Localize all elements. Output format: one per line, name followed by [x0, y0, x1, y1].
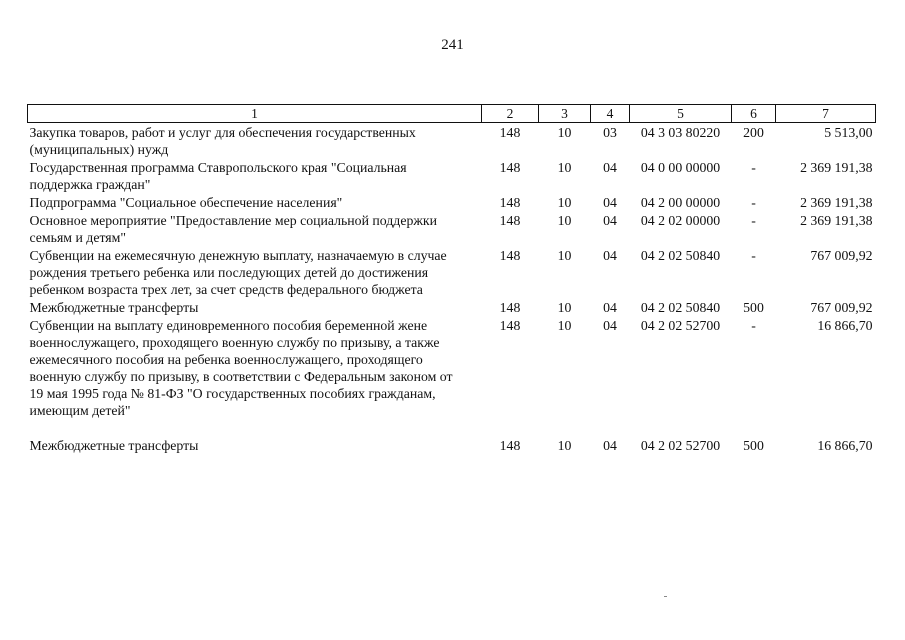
row-ministry-code: 148	[499, 195, 521, 210]
row-description: Субвенции на ежемесячную денежную выплату, назначаемую в случае рождения третьего ребенка или последующих детей до достижения ребенком возраста трех лет, за счет средств федерального бюджета	[29, 248, 447, 297]
page-number: 241	[441, 37, 464, 53]
row-section: 10	[557, 195, 572, 210]
row-subsection: 04	[603, 160, 617, 175]
row-description: Подпрограмма "Социальное обеспечение населения"	[29, 195, 343, 210]
row-description: Межбюджетные трансферты	[29, 438, 199, 453]
row-target-article: 04 2 00 00000	[640, 195, 721, 210]
row-description: Основное мероприятие "Предоставление мер социальной поддержки семьям и детям"	[29, 213, 437, 245]
table-row	[28, 246, 876, 298]
row-subsection: 04	[603, 213, 617, 228]
header-col-2: 2	[482, 105, 539, 123]
row-ministry-code: 148	[499, 318, 521, 333]
row-expense-type: 500	[743, 300, 764, 315]
table-header-row	[28, 105, 876, 123]
budget-table	[27, 104, 876, 454]
row-amount: 767 009,92	[810, 248, 873, 263]
row-expense-type: -	[751, 213, 756, 228]
header-col-4: 4	[591, 105, 630, 123]
row-section: 10	[557, 318, 572, 333]
row-expense-type: 500	[743, 438, 764, 453]
row-ministry-code: 148	[499, 438, 521, 453]
row-expense-type: -	[751, 248, 756, 263]
table-row	[28, 193, 876, 211]
row-subsection: 04	[603, 300, 617, 315]
row-target-article: 04 2 02 52700	[640, 318, 721, 333]
row-target-article: 04 2 02 50840	[640, 248, 721, 263]
row-target-article: 04 2 02 00000	[640, 213, 721, 228]
row-section: 10	[557, 300, 572, 315]
row-section: 10	[557, 248, 572, 263]
row-expense-type: 200	[743, 125, 764, 140]
row-amount: 2 369 191,38	[800, 195, 873, 210]
table-row	[28, 298, 876, 316]
row-amount: 2 369 191,38	[800, 213, 873, 228]
row-subsection: 04	[603, 195, 617, 210]
table-row	[28, 316, 876, 419]
row-ministry-code: 148	[499, 213, 521, 228]
row-spacer	[28, 419, 876, 436]
row-ministry-code: 148	[499, 248, 521, 263]
row-amount: 16 866,70	[817, 318, 873, 333]
row-ministry-code: 148	[499, 300, 521, 315]
row-ministry-code: 148	[499, 160, 521, 175]
row-description: Закупка товаров, работ и услуг для обеспечения государственных (муниципальных) нужд	[29, 125, 416, 157]
row-subsection: 04	[603, 318, 617, 333]
row-target-article: 04 2 02 50840	[640, 300, 721, 315]
row-amount: 767 009,92	[810, 300, 873, 315]
row-section: 10	[557, 125, 572, 140]
header-col-5: 5	[630, 105, 732, 123]
row-target-article: 04 0 00 00000	[640, 160, 721, 175]
row-section: 10	[557, 213, 572, 228]
table-row	[28, 158, 876, 193]
row-subsection: 04	[603, 438, 617, 453]
row-ministry-code: 148	[499, 125, 521, 140]
row-target-article: 04 2 02 52700	[640, 438, 721, 453]
row-expense-type: -	[751, 318, 756, 333]
header-col-3: 3	[539, 105, 591, 123]
header-col-1: 1	[28, 105, 482, 123]
row-section: 10	[557, 438, 572, 453]
row-expense-type: -	[751, 160, 756, 175]
row-amount: 16 866,70	[817, 438, 873, 453]
header-col-6: 6	[732, 105, 776, 123]
scan-speck	[664, 596, 667, 597]
row-subsection: 04	[603, 248, 617, 263]
row-amount: 2 369 191,38	[800, 160, 873, 175]
row-subsection: 03	[603, 125, 617, 140]
header-col-7: 7	[776, 105, 876, 123]
row-target-article: 04 3 03 80220	[640, 125, 721, 140]
table-row	[28, 436, 876, 454]
table-row	[28, 123, 876, 159]
row-description: Субвенции на выплату единовременного пособия беременной жене военнослужащего, проходящего военную службу по призыву, а также ежемесячного пособия на ребенка военнослужащего, проходящего военную службу по призыву, в соответствии с Федеральным законом от 19 мая 1995 года № 81-ФЗ "О государственных пособиях гражданам, имеющим детей"	[29, 318, 453, 418]
table-row	[28, 211, 876, 246]
row-section: 10	[557, 160, 572, 175]
row-amount: 5 513,00	[824, 125, 873, 140]
row-description: Межбюджетные трансферты	[29, 300, 199, 315]
row-expense-type: -	[751, 195, 756, 210]
row-description: Государственная программа Ставропольского края "Социальная поддержка граждан"	[29, 160, 407, 192]
